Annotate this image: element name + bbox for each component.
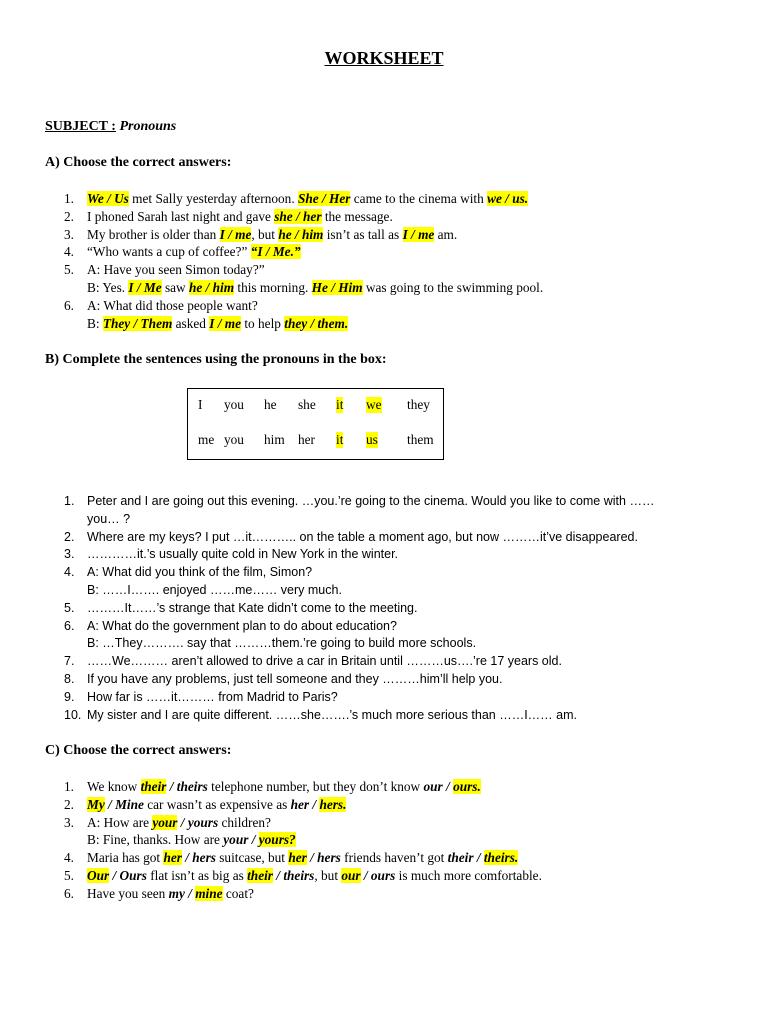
list-item [58,297,738,315]
list-item [58,261,738,279]
item-number: 9. [64,689,75,704]
pronoun-word: you [224,397,244,412]
list-item-continuation [58,582,738,600]
text-segment: the message. [321,208,393,224]
section-a-list [58,190,738,332]
text-segment: A: What did you think of the film, Simon? [87,565,313,580]
item-text [87,707,738,725]
pronoun-word: she [298,397,316,412]
text-segment: met Sally yesterday afternoon. [128,191,298,206]
highlighted-answer: they / them. [284,315,349,331]
text-segment: telephone number, but they don’t know [207,779,424,794]
highlighted-answer: her [163,850,182,866]
item-text [87,885,738,903]
text-segment: / hers [181,850,216,866]
list-item [58,600,738,618]
pronoun-word: it [336,432,344,447]
item-text [87,600,738,618]
text-segment: your / [223,832,259,848]
text-segment: A: Have you seen Simon today?” [87,262,265,278]
highlighted-answer: Our [87,867,110,883]
text-segment: B: Fine, thanks. How are [87,832,224,848]
text-segment: you… ? [87,511,131,526]
pronoun-word: him [264,432,285,447]
item-text [87,529,738,547]
pronoun-word: her [298,432,315,447]
highlighted-answer: We / Us [87,191,129,206]
item-text [87,671,738,689]
text-segment: Where are my keys? I put …it……….. on the table a moment ago, but now ………it’ve disappeared. [87,529,638,544]
pronoun-word: we [366,397,382,412]
text-segment: ……We……… aren’t allowed to drive a car in Britain until ………us….’re 17 years old. [87,654,562,669]
section-b-heading: B) Complete the sentences using the pronouns in the box: [45,352,387,367]
text-segment: How far is ……it……… from Madrid to Paris? [87,689,338,704]
item-number: 2. [64,208,74,224]
text-segment: this morning. [234,279,312,295]
pronoun-word: them [407,432,434,447]
text-segment: Peter and I are going out this evening. …you.’re going to the cinema. Would you like to come with …… [87,494,655,508]
item-number: 2. [64,796,74,812]
item-text [87,849,738,867]
item-number: 1. [64,494,75,508]
list-item [58,671,738,689]
item-number: 2. [64,529,75,544]
highlighted-answer: My [87,796,105,812]
subject-label: SUBJECT : [45,119,116,134]
highlighted-answer: They / Them [102,315,173,331]
text-segment: B: ……I……. enjoyed ……me…… very much. [87,582,342,597]
list-item [58,618,738,636]
text-segment: coat? [222,885,254,901]
text-segment: / yours [177,814,219,830]
list-item [58,226,738,244]
item-text [87,796,738,814]
list-item [58,190,738,208]
highlighted-answer: mine [195,885,223,901]
item-text [87,546,738,564]
highlighted-answer: I / me [402,226,435,242]
list-item [58,243,738,261]
item-number: 6. [64,297,74,313]
item-text [87,832,296,847]
text-segment: “Who wants a cup of coffee?” [87,244,251,260]
list-item [58,814,738,832]
item-text [87,280,543,295]
highlighted-answer: we / us. [487,191,529,206]
highlighted-answer: “I / Me.” [250,244,301,260]
highlighted-answer: her [288,850,307,866]
item-number: 1. [64,191,74,206]
item-text [87,689,738,707]
list-item [58,778,738,796]
list-item [58,546,738,564]
text-segment: asked [172,315,210,331]
item-number: 6. [64,618,75,633]
text-segment: / ours [360,867,396,883]
text-segment: / Mine [104,796,144,812]
list-item [58,208,738,226]
pronoun-box [187,388,444,460]
text-segment: suitcase, but [215,850,289,866]
list-item [58,529,738,547]
item-number: 5. [64,262,74,278]
pronoun-word: I [198,397,203,412]
section-c-list [58,778,738,903]
text-segment: her / [290,796,320,812]
text-segment: saw [161,279,189,295]
item-number: 4. [64,244,74,260]
item-number: 7. [64,654,75,669]
list-item [58,493,738,511]
item-text [87,493,738,511]
section-b-list [58,493,738,724]
highlighted-answer: their [247,867,273,883]
pronoun-word: he [264,397,277,412]
text-segment: , but [251,226,279,242]
pronoun-word: us [366,432,378,447]
text-segment: …………it.’s usually quite cold in New York in the winter. [87,547,399,562]
highlighted-answer: I / me [209,315,242,331]
text-segment: car wasn’t as expensive as [143,796,291,812]
item-number: 10. [64,707,82,722]
list-item [58,653,738,671]
highlighted-answer: theirs. [483,850,519,866]
text-segment: B: …They………. say that ………them.’re going to build more schools. [87,636,477,651]
text-segment: am. [434,226,458,242]
text-segment: Have you seen [87,885,169,901]
text-segment: our / [423,779,454,794]
item-number: 4. [64,565,75,580]
pronoun-word: they [407,397,430,412]
item-text [87,226,738,244]
item-text [87,190,738,208]
subject-line [45,119,176,135]
text-segment: My sister and I are quite different. ……she…….’s much more serious than ……I…… am. [87,707,577,722]
item-text [87,512,130,526]
item-number: 8. [64,671,75,686]
text-segment: We know [87,779,141,794]
list-item [58,564,738,582]
item-number: 3. [64,814,74,830]
highlighted-answer: I / me [219,226,252,242]
text-segment: / theirs [272,867,315,883]
list-item-continuation [58,635,738,653]
highlighted-answer: He / Him [311,279,363,295]
item-number: 5. [64,600,75,615]
item-text [87,261,738,279]
highlighted-answer: he / him [188,279,235,295]
item-number: 3. [64,547,75,562]
text-segment: A: How are [87,814,153,830]
text-segment: My brother is older than [87,226,220,242]
highlighted-answer: our [341,867,361,883]
text-segment: If you have any problems, just tell someone and they ………him’ll help you. [87,671,503,686]
highlighted-answer: I / Me [128,279,162,295]
text-segment: was going to the swimming pool. [362,279,544,295]
highlighted-answer: yours? [258,832,296,848]
text-segment: / hers [306,850,341,866]
item-text [87,636,476,650]
list-item [58,849,738,867]
list-item-continuation [58,511,738,529]
text-segment: their / [447,850,484,866]
text-segment: B: Yes. [87,279,129,295]
highlighted-answer: She / Her [297,191,351,206]
item-number: 4. [64,850,74,866]
highlighted-answer: hers. [319,796,347,812]
text-segment: isn’t as tall as [323,226,403,242]
item-number: 5. [64,867,74,883]
item-text [87,583,342,597]
text-segment: came to the cinema with [350,191,488,206]
highlighted-answer: ours. [453,779,481,794]
text-segment: / Ours [109,867,147,883]
item-text [87,208,738,226]
item-text [87,243,738,261]
text-segment: friends haven’t got [340,850,448,866]
item-text [87,297,738,315]
text-segment: A: What did those people want? [87,297,258,313]
list-item [58,796,738,814]
item-text [87,653,738,671]
subject-value: Pronouns [119,119,177,134]
item-text [87,867,738,885]
item-number: 6. [64,885,74,901]
text-segment: is much more comfortable. [395,867,542,883]
list-item [58,885,738,903]
list-item-continuation [58,279,738,297]
list-item [58,867,738,885]
text-segment: A: What do the government plan to do about education? [87,618,397,633]
text-segment: B: [87,315,103,331]
item-text [87,564,738,582]
text-segment: flat isn’t as big as [146,867,248,883]
pronoun-word: it [336,397,344,412]
text-segment: to help [241,315,285,331]
highlighted-answer: your [152,814,178,830]
list-item-continuation [58,831,738,849]
text-segment: children? [218,814,271,830]
highlighted-answer: he / him [278,226,324,242]
text-segment: / theirs [166,779,208,794]
highlighted-answer: she / her [274,208,322,224]
list-item [58,689,738,707]
item-text [87,814,738,832]
text-segment: Maria has got [87,850,164,866]
item-text [87,316,348,331]
pronoun-word: me [198,432,215,447]
section-a-heading: A) Choose the correct answers: [45,155,232,170]
highlighted-answer: their [140,779,167,794]
text-segment: I phoned Sarah last night and gave [87,208,275,224]
page-title: WORKSHEET [324,48,444,68]
section-c-heading: C) Choose the correct answers: [45,743,232,758]
item-number: 3. [64,226,74,242]
text-segment: my / [168,885,196,901]
list-item [58,707,738,725]
item-number: 1. [64,779,74,794]
text-segment: , but [314,867,342,883]
pronoun-word: you [224,432,244,447]
list-item-continuation [58,315,738,333]
text-segment: ………It……’s strange that Kate didn’t come to the meeting. [87,600,418,615]
item-text [87,778,738,796]
item-text [87,618,738,636]
